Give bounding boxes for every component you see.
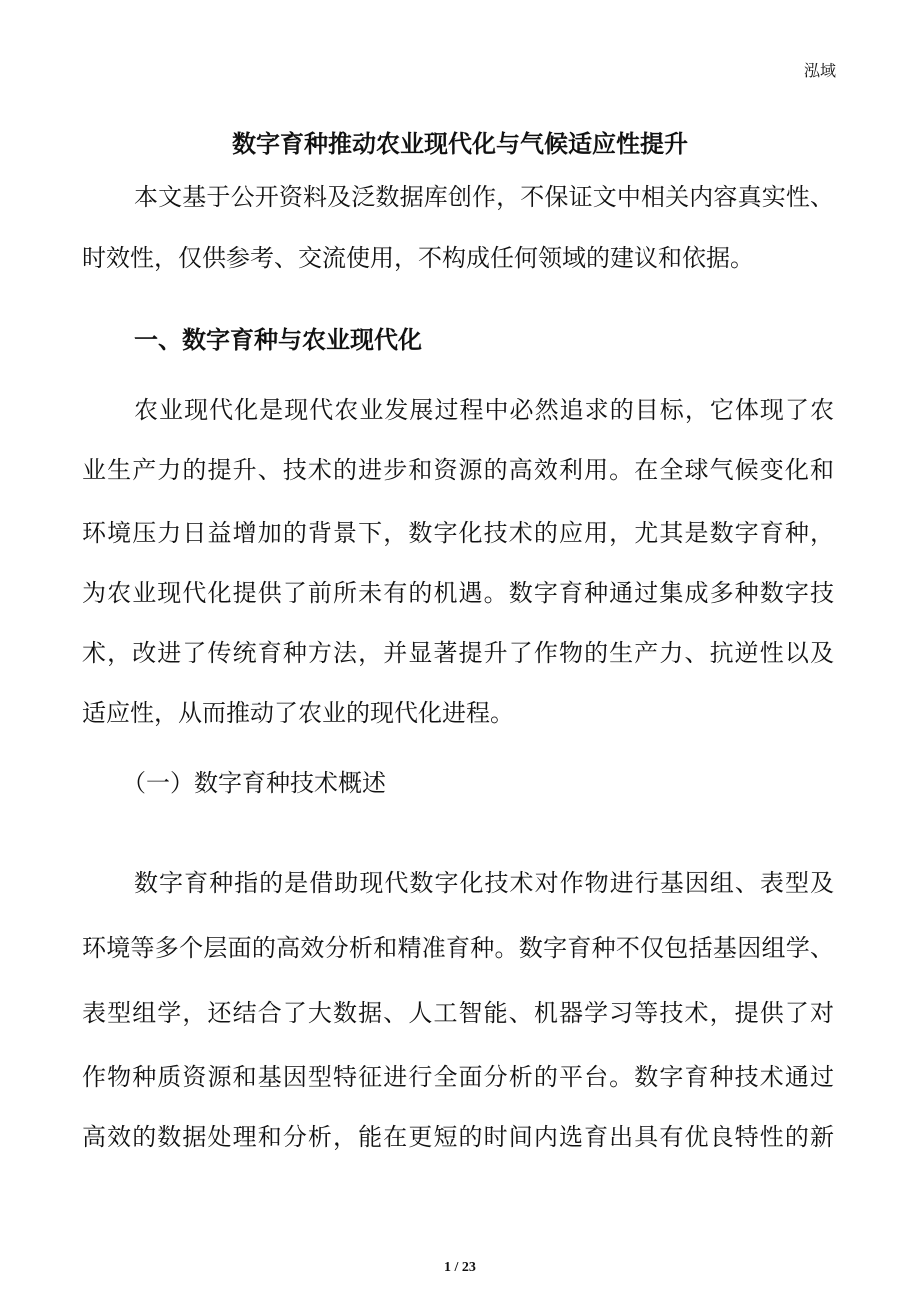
paragraph-line: 术，改进了传统育种方法，并显著提升了作物的生产力、抗逆性以及 bbox=[82, 639, 834, 667]
paragraph-line: 表型组学，还结合了大数据、人工智能、机器学习等技术，提供了对 bbox=[82, 999, 834, 1027]
paragraph-line: 环境压力日益增加的背景下，数字化技术的应用，尤其是数字育种， bbox=[82, 519, 834, 547]
paragraph-line: 农业现代化是现代农业发展过程中必然追求的目标，它体现了农 bbox=[134, 396, 834, 424]
paragraph-line: 环境等多个层面的高效分析和精准育种。数字育种不仅包括基因组学、 bbox=[82, 934, 834, 962]
paragraph-line: 数字育种指的是借助现代数字化技术对作物进行基因组、表型及 bbox=[134, 869, 834, 897]
paragraph-line: 适应性，从而推动了农业的现代化进程。 bbox=[82, 699, 514, 727]
paragraph-line: 为农业现代化提供了前所未有的机遇。数字育种通过集成多种数字技 bbox=[82, 579, 834, 607]
page-number: 1 / 23 bbox=[444, 1260, 476, 1275]
header-org: 泓域 bbox=[803, 61, 836, 80]
section-heading: 一、数字育种与农业现代化 bbox=[134, 326, 422, 354]
paragraph-line: 作物种质资源和基因型特征进行全面分析的平台。数字育种技术通过 bbox=[82, 1063, 834, 1091]
subsection-heading: （一）数字育种技术概述 bbox=[122, 769, 386, 797]
document-title: 数字育种推动农业现代化与气候适应性提升 bbox=[232, 130, 688, 158]
disclaimer-line: 时效性，仅供参考、交流使用，不构成任何领域的建议和依据。 bbox=[82, 244, 754, 272]
paragraph-line: 高效的数据处理和分析，能在更短的时间内选育出具有优良特性的新 bbox=[82, 1123, 834, 1151]
disclaimer-line: 本文基于公开资料及泛数据库创作，不保证文中相关内容真实性、 bbox=[134, 183, 834, 211]
paragraph-line: 业生产力的提升、技术的进步和资源的高效利用。在全球气候变化和 bbox=[82, 456, 834, 484]
